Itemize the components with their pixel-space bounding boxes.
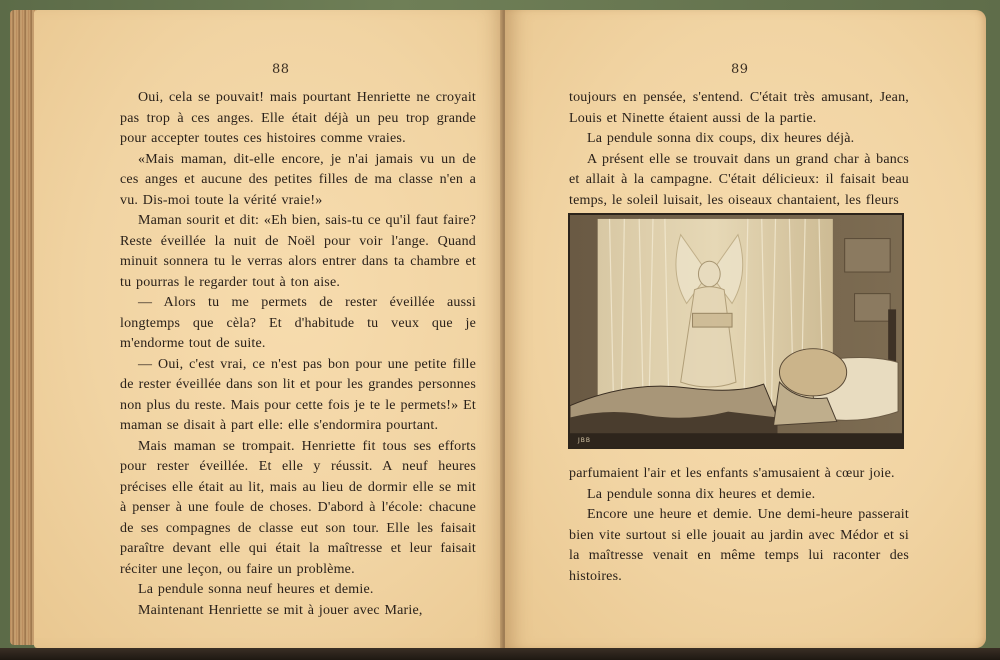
page-number-right: 89 (731, 62, 749, 77)
paragraph: Encore une heure et demie. Une demi-heure passerait bien vite surtout si elle jouait au jardin avec Médor et si la maîtresse venait en même temps lui raconter des histoires. (569, 507, 909, 584)
paragraph: La pendule sonna dix coups, dix heures déjà. (587, 131, 855, 146)
paragraph: parfumaient l'air et les enfants s'amusaient à cœur joie. (569, 466, 895, 481)
paragraph: «Mais maman, dit-elle encore, je n'ai jamais vu un de ces anges et aucune des petites filles de ma classe n'en a vu. Dis-moi toute la vérité vraie!» (120, 151, 476, 208)
right-page-text-top (569, 88, 909, 211)
left-page (34, 10, 505, 648)
paragraph: — Alors tu me permets de rester éveillée aussi longtemps que cèla? Et d'habitude tu veux que je m'endorme tout de suite. (120, 295, 476, 351)
paragraph: Oui, cela se pouvait! mais pourtant Henriette ne croyait pas trop à ces anges. Elle était déjà un peu trop grande pour accepter toutes ces histoires comme vraies. (120, 90, 476, 146)
paragraph: Maman sourit et dit: «Eh bien, sais-tu ce qu'il faut faire? Reste éveillée la nuit de Noël pour voir l'ange. Quand minuit sonnera tu le verras alors entrer dans ta chambre et tu pourras le regarder tout à ton aise. (120, 213, 476, 290)
left-page-text (120, 88, 476, 621)
paragraph: — Oui, c'est vrai, ce n'est pas bon pour une petite fille de rester éveillée dans son lit et pour les grandes personnes non plus du reste. Mais pour cette fois je te le permets!» Et maman se disait à part elle: elle s'endormira pourtant. (120, 356, 476, 433)
page-number-left: 88 (272, 62, 290, 77)
illustration-angel-and-sleeping-girl (568, 213, 904, 449)
girl-head (779, 349, 846, 396)
paragraph: La pendule sonna dix heures et demie. (587, 486, 816, 502)
page-edges-stack (10, 10, 36, 645)
paragraph: La pendule sonna neuf heures et demie. (138, 582, 374, 597)
wall-picture (855, 294, 891, 322)
paragraph: A présent elle se trouvait dans un grand char à bancs et allait à la campagne. C'était délicieux: il faisait beau temps, le soleil luisait, les oiseaux chantaient, les fleurs (569, 151, 909, 208)
right-page-text-bottom (569, 464, 909, 587)
paragraph: Maintenant Henriette se mit à jouer avec Marie, (138, 602, 423, 618)
engraving (570, 215, 902, 447)
illustrator-signature: JBB (578, 437, 592, 444)
wall-picture (845, 239, 890, 272)
bed-frame (570, 433, 902, 447)
paragraph: Mais maman se trompait. Henriette fit tous ses efforts pour rester éveillée. Et elle y réussit. A neuf heures précises elle était au lit, mais au lieu de dormir elle se mit à penser à une foule de choses. D'abord à l'école: chacune de ses compagnes de classe eut son tour. Elle les faisait paraître devant elle qui était la maîtresse et leur faisait réciter une leçon, ou faire un problème. (120, 438, 476, 577)
cover-edge (0, 648, 1000, 660)
paragraph: toujours en pensée, s'entend. C'était très amusant, Jean, Louis et Ninette étaient aussi de la partie. (569, 90, 909, 126)
